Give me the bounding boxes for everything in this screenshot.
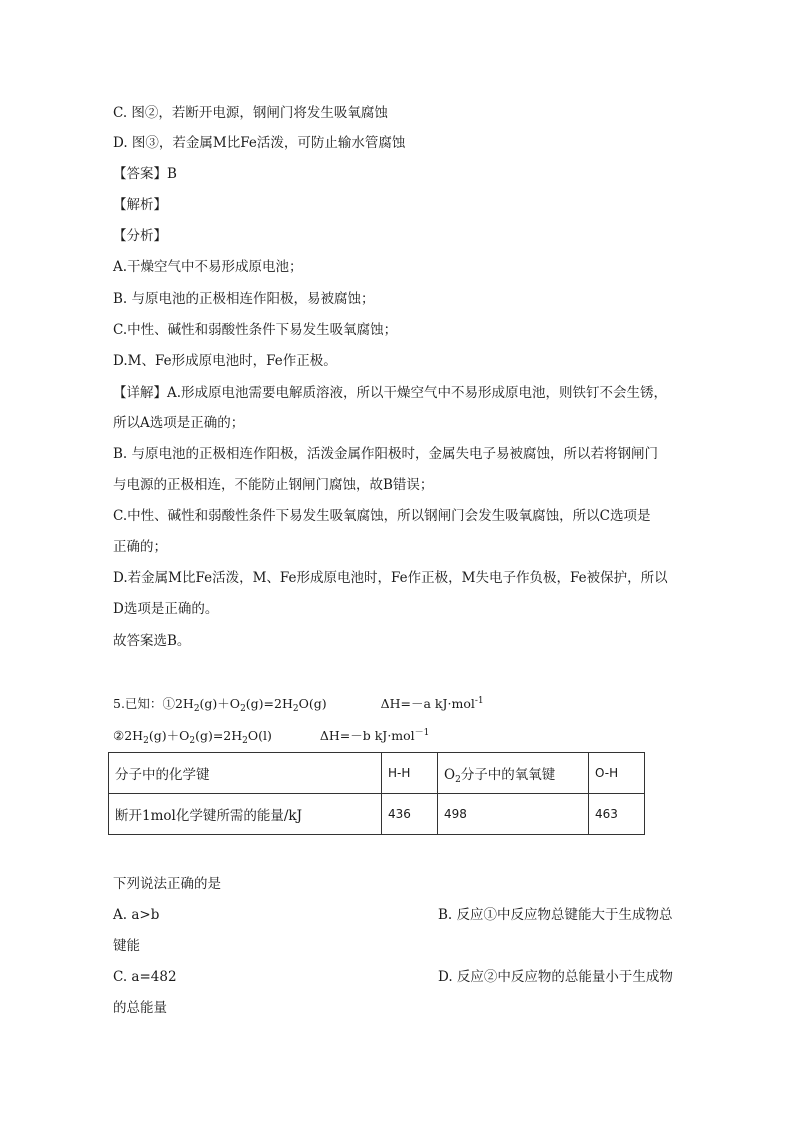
analysis-heading: 【解析】 [113, 197, 167, 213]
table-cell: O-H [589, 753, 645, 794]
table-row [109, 753, 645, 794]
equation-1: $2H_2(g)+O_2(g)=2H_2O(g)$ [174, 696, 327, 714]
detail-b-line2: 与电源的正极相连，不能防止钢闸门腐蚀，故B错误； [113, 477, 434, 493]
analysis-b: B. 与原电池的正极相连作阳极，易被腐蚀； [113, 291, 375, 307]
table-row [109, 794, 645, 835]
detail-c-line2: 正确的； [113, 539, 167, 555]
fenxi-heading: 【分析】 [113, 228, 167, 244]
question-number: 5.已知： [113, 696, 163, 711]
question-5-stem [113, 694, 484, 714]
option-c-line: C. 图②，若断开电源，钢闸门将发生吸氧腐蚀 [113, 105, 388, 121]
table-cell: 436 [382, 794, 438, 835]
detail-b-line1: B. 与原电池的正极相连作阳极，活泼金属作阳极时，金属失电子易被腐蚀，所以若将钢闸门 [113, 446, 659, 462]
enthalpy-1: ΔH=－a kJ·mol$^{-1}$ [380, 696, 484, 711]
eq1-marker: ① [162, 696, 175, 711]
table-cell: H-H [382, 753, 438, 794]
question-prompt: 下列说法正确的是 [113, 876, 221, 892]
analysis-d: D.M、Fe形成原电池时，Fe作正极。 [113, 353, 337, 369]
equation-2-line [113, 726, 429, 746]
choice-b: B. 反应①中反应物总键能大于生成物总 [438, 907, 673, 923]
table-cell: 463 [589, 794, 645, 835]
answer-label: 【答案】B [113, 166, 177, 182]
enthalpy-2: ΔH=－b kJ·mol$^{-1}$ [319, 728, 430, 743]
option-d-line: D. 图③，若金属M比Fe活泼，可防止输水管腐蚀 [113, 135, 406, 151]
final-answer: 故答案选B。 [113, 633, 191, 649]
detail-a-line2: 所以A选项是正确的； [113, 415, 245, 431]
eq2-marker: ② [113, 728, 125, 743]
equation-2: $2H_2(g)+O_2(g)=2H_2O(l)$ [124, 728, 272, 746]
choice-b-continued: 键能 [113, 938, 140, 954]
choice-d-continued: 的总能量 [113, 1000, 167, 1016]
detail-d-line1: D.若金属M比Fe活泼，M、Fe形成原电池时，Fe作正极，M失电子作负极，Fe被保护，所以 [113, 570, 668, 586]
table-cell: 断开1mol化学键所需的能量/kJ [109, 794, 382, 835]
table-cell: $O_2$分子中的氧氧键 [438, 753, 589, 794]
detail-a-line1: 【详解】A.形成原电池需要电解质溶液，所以干燥空气中不易形成原电池，则铁钉不会生锈， [113, 385, 668, 401]
choice-c: C. a=482 [113, 969, 177, 985]
bond-energy-table [108, 752, 645, 835]
detail-c-line1: C.中性、碱性和弱酸性条件下易发生吸氧腐蚀，所以钢闸门会发生吸氧腐蚀，所以C选项是 [113, 508, 651, 524]
table-cell: 分子中的化学键 [109, 753, 382, 794]
choice-a: A. a>b [113, 907, 160, 923]
analysis-c: C.中性、碱性和弱酸性条件下易发生吸氧腐蚀； [113, 322, 398, 338]
choice-d: D. 反应②中反应物的总能量小于生成物 [438, 969, 673, 985]
detail-d-line2: D选项是正确的。 [113, 601, 219, 617]
analysis-a: A.干燥空气中不易形成原电池； [113, 259, 303, 275]
table-cell: 498 [438, 794, 589, 835]
